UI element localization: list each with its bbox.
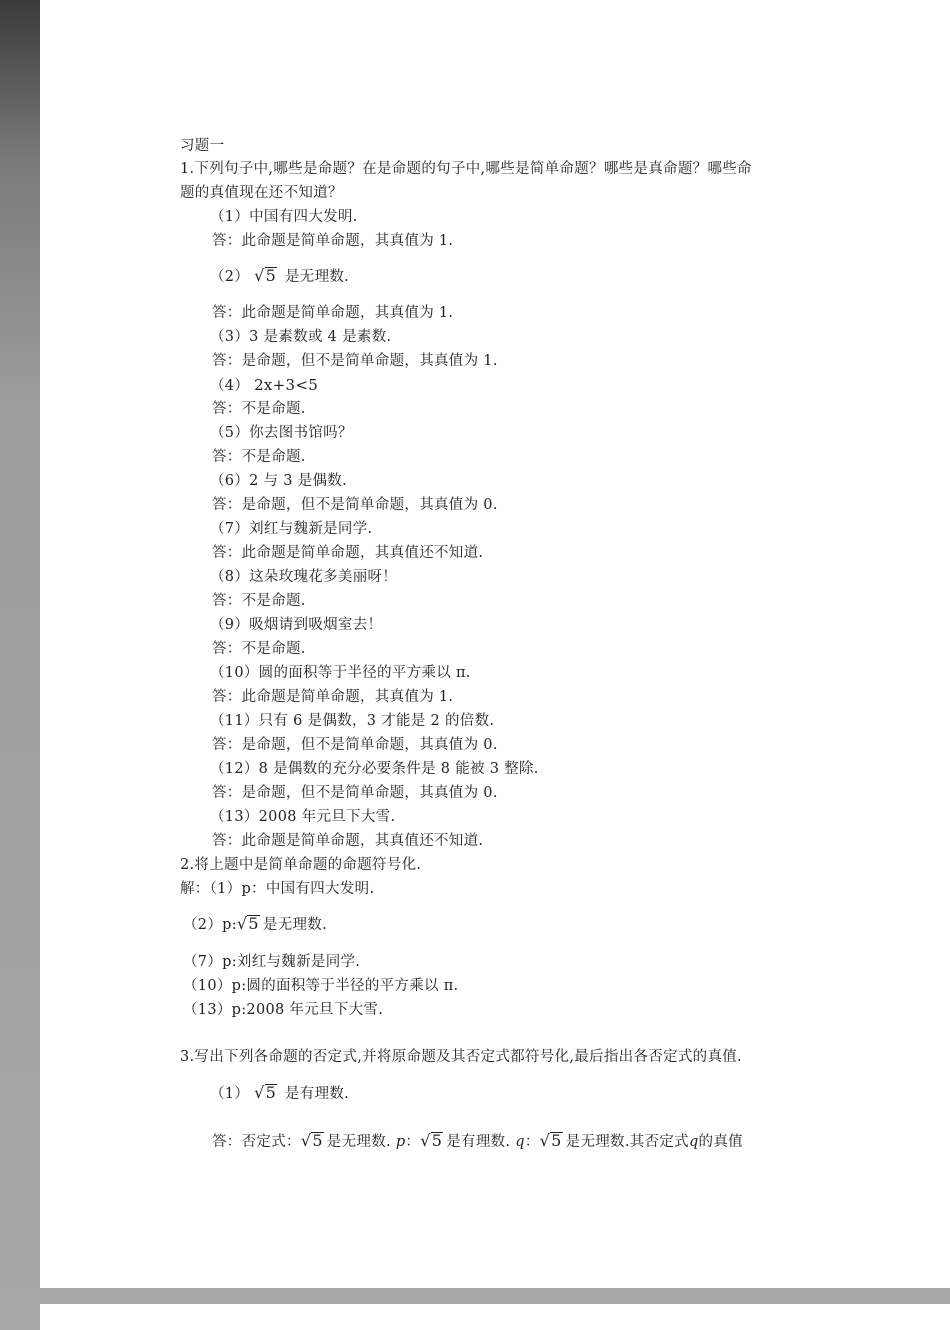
sqrt-symbol: √5 bbox=[236, 914, 259, 933]
q1-item-3: （3）3 是素数或 4 是素数. bbox=[210, 329, 392, 345]
q1-answer-13: 答：此命题是简单命题，其真值还不知道. bbox=[212, 833, 484, 849]
q1-item-2: （2） √5 是无理数. bbox=[210, 266, 350, 285]
q1-answer-10: 答：此命题是简单命题，其真值为 1. bbox=[212, 689, 454, 705]
sqrt-symbol: √5 bbox=[420, 1131, 443, 1150]
q2-line-4: （10）p:圆的面积等于半径的平方乘以 π. bbox=[183, 978, 459, 994]
q1-answer-6: 答：是命题，但不是简单命题，其真值为 0. bbox=[212, 497, 498, 513]
q1-item-6: （6）2 与 3 是偶数. bbox=[210, 473, 348, 489]
q1-answer-9: 答：不是命题. bbox=[212, 641, 306, 657]
q2-line-3: （7）p:刘红与魏新是同学. bbox=[183, 954, 361, 970]
q1-answer-7: 答：此命题是简单命题，其真值还不知道. bbox=[212, 545, 484, 561]
sqrt-symbol: √5 bbox=[254, 1083, 277, 1102]
q1-item-1: （1）中国有四大发明. bbox=[210, 209, 358, 225]
q3-answer-1: 答：否定式：√5 是无理数. p：√5 是有理数. q：√5 是无理数.其否定式q的真值 bbox=[212, 1131, 743, 1150]
q1-item-10: （10）圆的面积等于半径的平方乘以 π. bbox=[210, 665, 471, 681]
q2-line-5: （13）p:2008 年元旦下大雪. bbox=[183, 1002, 384, 1018]
q1-item-9: （9）吸烟请到吸烟室去！ bbox=[210, 617, 383, 633]
q1-answer-12: 答：是命题，但不是简单命题，其真值为 0. bbox=[212, 785, 498, 801]
q3-item-1: （1） √5 是有理数. bbox=[210, 1083, 350, 1102]
q1-item-11: （11）只有 6 是偶数，3 才能是 2 的倍数. bbox=[210, 713, 495, 729]
q1-stem-line2: 题的真值现在还不知道？ bbox=[180, 185, 343, 201]
q1-answer-8: 答：不是命题. bbox=[212, 593, 306, 609]
q1-item-5: （5）你去图书馆吗？ bbox=[210, 425, 353, 441]
q2-stem: 2.将上题中是简单命题的命题符号化. bbox=[180, 857, 422, 873]
sqrt-symbol: √5 bbox=[539, 1131, 562, 1150]
q3-stem: 3.写出下列各命题的否定式,并将原命题及其否定式都符号化,最后指出各否定式的真值. bbox=[180, 1049, 742, 1065]
q1-item-12: （12）8 是偶数的充分必要条件是 8 能被 3 整除. bbox=[210, 761, 539, 777]
q2-line-1: 解：（1）p：中国有四大发明. bbox=[180, 881, 375, 897]
section-title: 习题一 bbox=[180, 138, 225, 154]
q1-stem-line1: 1.下列句子中,哪些是命题？在是命题的句子中,哪些是简单命题？哪些是真命题？哪些命 bbox=[180, 161, 752, 177]
q1-answer-3: 答：是命题，但不是简单命题，其真值为 1. bbox=[212, 353, 498, 369]
q1-item-13: （13）2008 年元旦下大雪. bbox=[210, 809, 396, 825]
q2-line-2: （2）p:√5 是无理数. bbox=[183, 914, 327, 933]
formula: 2x+3<5 bbox=[254, 376, 319, 394]
q1-item-8: （8）这朵玫瑰花多美丽呀！ bbox=[210, 569, 398, 585]
q1-answer-5: 答：不是命题. bbox=[212, 449, 306, 465]
sqrt-symbol: √5 bbox=[300, 1131, 323, 1150]
sqrt-symbol: √5 bbox=[254, 266, 277, 285]
q1-answer-2: 答：此命题是简单命题，其真值为 1. bbox=[212, 305, 454, 321]
q1-item-4: （4） 2x+3<5 bbox=[210, 376, 319, 394]
q1-answer-1: 答：此命题是简单命题，其真值为 1. bbox=[212, 233, 454, 249]
q1-answer-4: 答：不是命题. bbox=[212, 401, 306, 417]
q1-item-7: （7）刘红与魏新是同学. bbox=[210, 521, 373, 537]
q1-answer-11: 答：是命题，但不是简单命题，其真值为 0. bbox=[212, 737, 498, 753]
